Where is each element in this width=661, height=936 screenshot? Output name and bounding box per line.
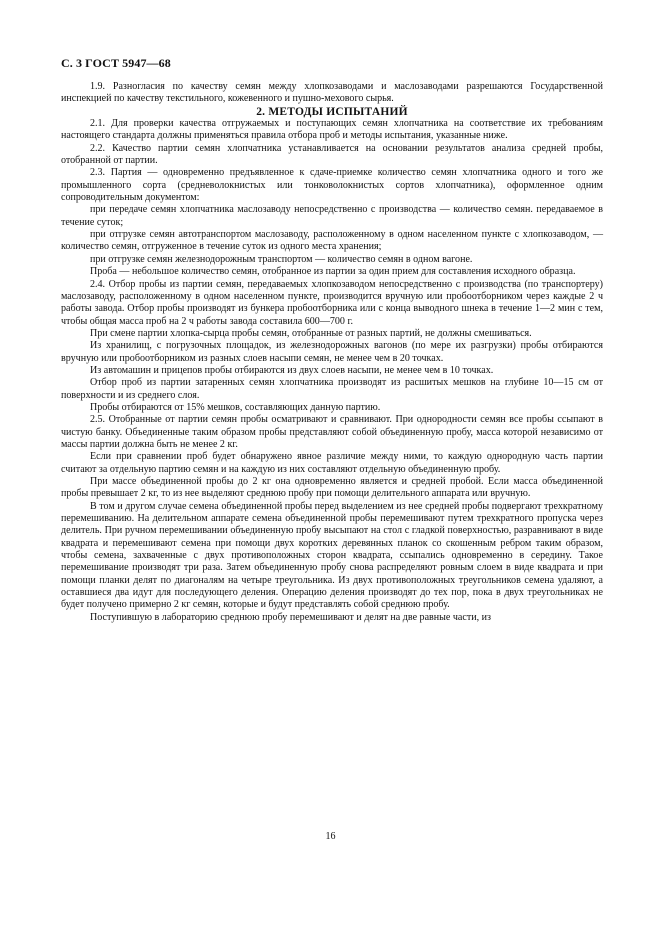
- page-header: С. 3 ГОСТ 5947—68: [61, 56, 171, 70]
- paragraph-1-9: 1.9. Разногласия по качеству семян между хлопкозаводами и маслозаводами разрешаются Государственной инспекцией по качеству текстильного, кожевенного и пушно-мехового сырья.: [61, 81, 603, 105]
- paragraph-2-2: 2.2. Качество партии семян хлопчатника устанавливается на основании результатов анализа средней пробы, отобранной от партии.: [61, 142, 603, 167]
- paragraph-2-5: 2.5. Отобранные от партии семян пробы осматривают и сравнивают. При однородности семян все пробы ссыпают в чистую банку. Объединенные таким образом пробы представляют собой объединенную пробу, масса которой независимо от массы партии должна быть не менее 2 кг.: [61, 414, 603, 450]
- paragraph: В том и другом случае семена объединенной пробы перед выделением из нее средней пробы подвергают трехкратному перемешиванию. На делительном аппарате семена объединенной пробы перемешивают путем трехкратного пропуска через делитель. При ручном перемешивании объединенную пробу высыпают на стол с гладкой поверхностью, разравнивают в виде квадрата и перемешивают семена при помощи двух коротких деревянных планок со скошенным ребром таким образом, чтобы семена, захваченные с двух противоположных сторон квадрата, ссыпались одновременно в середину. Такое перемешивание производят три раза. Затем объединенную пробу снова распределяют ровным слоем в виде квадрата и при помощи планки делят по диагоналям на четыре треугольника. Из двух противоположных треугольников семена удаляют, а оставшиеся два идут для последующего деления. Операцию деления производят до тех пор, пока в двух треугольниках не будет получено примерно 2 кг семян, которые и будут представлять собой среднюю пробу.: [61, 500, 603, 611]
- paragraph: При смене партии хлопка-сырца пробы семян, отобранные от разных партий, не должны смешиваться.: [90, 327, 532, 339]
- document-body: [61, 81, 603, 624]
- paragraph: При массе объединенной пробы до 2 кг она одновременно является и средней пробой. Если масса объединенной пробы превышает 2 кг, то из нее выделяют среднюю пробу при помощи делительного аппарата или вручную.: [61, 476, 603, 500]
- paragraph: при отгрузке семян железнодорожным транспортом — количество семян в одном вагоне.: [90, 253, 473, 265]
- paragraph-2-3: 2.3. Партия — одновременно предъявленное к сдаче-приемке количество семян хлопчатника одного и того же промышленного сорта (средневолокнистых или тонковолокнистых сортов хлопчатника), оформленное одним сопроводительным документом:: [61, 167, 603, 204]
- paragraph: при передаче семян хлопчатника маслозаводу непосредственно с производства — количество семян. передаваемое в течение суток;: [61, 204, 603, 228]
- page-number: 16: [325, 831, 336, 842]
- paragraph: Проба — небольшое количество семян, отобранное из партии за один прием для составления исходного образца.: [90, 266, 576, 278]
- paragraph: Из автомашин и прицепов пробы отбираются из двух слоев насыпи, не менее чем в 10 точках.: [90, 364, 494, 376]
- paragraph: при отгрузке семян автотранспортом маслозаводу, расположенному в одном населенном пункте с хлопкозаводом, — количество семян, отгруженное в течение суток из одного места хранения;: [61, 229, 603, 253]
- paragraph: Пробы отбираются от 15% мешков, составляющих данную партию.: [90, 401, 381, 413]
- paragraph-2-1: 2.1. Для проверки качества отгружаемых и поступающих семян хлопчатника на соответствие их требованиям настоящего стандарта должны применяться правила отбора проб и методы испытания, указанные ниже.: [61, 118, 603, 142]
- section-title: 2. МЕТОДЫ ИСПЫТАНИЙ: [256, 105, 408, 118]
- paragraph: Из хранилищ, с погрузочных площадок, из железнодорожных вагонов (по мере их разгрузки) пробы отбираются вручную или пробоотборником из разных слоев насыпи семян, не менее чем в 20 точках.: [61, 340, 603, 364]
- paragraph: Если при сравнении проб будет обнаружено явное различие между ними, то каждую однородную часть партии считают за отдельную партию семян и на каждую из них составляют отдельную объединенную пробу.: [61, 451, 603, 475]
- paragraph: Поступившую в лабораторию среднюю пробу перемешивают и делят на две равные части, из: [90, 611, 491, 623]
- paragraph: Отбор проб из партии затаренных семян хлопчатника производят из расшитых мешков на глубине 10—15 см от поверхности и из среднего слоя.: [61, 377, 603, 401]
- paragraph-2-4: 2.4. Отбор пробы из партии семян, передаваемых хлопкозаводом непосредственно с производства (по транспортеру) маслозаводу, расположенному в одном населенном пункте, производится вручную или пробоотборником через каждые 2 ч работы завода. Отбор пробы производят из бункера пробоотборника или с конца выводного шнека в течение 1—2 мин с тем, чтобы общая масса проб на 2 ч работы завода составила 600—700 г.: [61, 278, 603, 327]
